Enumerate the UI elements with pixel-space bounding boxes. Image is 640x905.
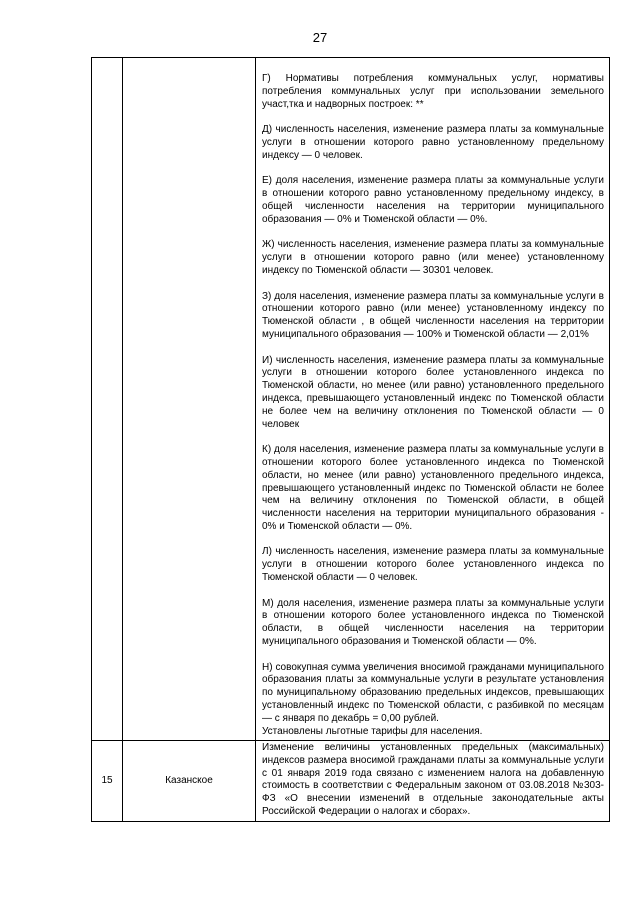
table-row: [92, 58, 610, 741]
paragraph-g: Г) Нормативы потребления коммунальных услуг, нормативы потребления коммунальных услуг при использовании земельного участ,тка и надворных построек: **: [262, 73, 604, 110]
page-number: 27: [312, 30, 328, 45]
paragraph-n: Н) совокупная сумма увеличения вносимой гражданами муниципального образования платы за коммунальные услуги в результате установления по муниципальному образованию предельных индексов, превышающих установленный индекс по Тюменской области, с разбивкой по месяцам — с января по декабрь = 0,00 рублей.: [262, 661, 604, 724]
paragraph-m: М) доля населения, изменение размера платы за коммунальные услуги в отношении которого более установленного индекса по Тюменской области, в общей численности населения на территории муниципального образования и Тюменской области — 0%.: [262, 597, 604, 648]
description-cell: [256, 58, 610, 741]
closing-line: Установлены льготные тарифы для населения.: [262, 725, 483, 737]
row-number-cell: 15: [92, 741, 123, 822]
table-row: [92, 741, 610, 822]
paragraph-z: З) доля населения, изменение размера платы за коммунальные услуги в отношении которого равно (или менее) установленному индексу по Тюменской области , в общей численности населения на территории муниципального образования — 100% и Тюменской области — 2,01%: [262, 290, 604, 340]
paragraph-text: Изменение величины установленных предельных (максимальных) индексов размера вносимой гражданами платы за коммунальные услуги с 01 января 2019 года связано с изменением налога на добавленную стоимость в соответствии с Федеральным законом от 03.08.2018 №303-ФЗ «О внесении изменений в отдельные законодательные акты Российской Федерации о налогах и сборах».: [262, 742, 604, 817]
municipality-cell: Казанское: [123, 741, 256, 822]
description-cell: [256, 741, 610, 822]
row-number-cell: [92, 58, 123, 741]
paragraph-l: Л) численность населения, изменение размера платы за коммунальные услуги в отношении которого более установленного индекса по Тюменской области — 0 человек.: [262, 546, 604, 584]
paragraph-k: К) доля населения, изменение размера платы за коммунальные услуги в отношении которого более установленного индекса по Тюменской области, но менее (или равно) установленного предельного индекса, превышающего установленный индекс по Тюменской области не более чем на величину отклонения по Тюменской области, в общей численности населения на территории муниципального образования - 0% и Тюменской области — 0%.: [262, 444, 604, 532]
paragraph-i: И) численность населения, изменение размера платы за коммунальные услуги в отношении которого более установленного индекса по Тюменской области, но менее (или равно) установленного предельного индекса, превышающего установленный индекс по Тюменской области не более чем на величину отклонения по Тюменской области — 0 человек: [262, 354, 604, 430]
document-table: [91, 57, 610, 822]
paragraph-d: Д) численность населения, изменение размера платы за коммунальные услуги в отношении которого равно установленному предельному индексу — 0 человек.: [262, 124, 604, 161]
paragraph-e: Е) доля населения, изменение размера платы за коммунальные услуги в отношении которого равно установленному предельному индексу, в общей численности населения на территории муниципального образования — 0% и Тюменской области — 0%.: [262, 175, 604, 225]
paragraph-zh: Ж) численность населения, изменение размера платы за коммунальные услуги в отношении которого равно (или менее) установленному индексу по Тюменской области — 30301 человек.: [262, 239, 604, 276]
municipality-cell: [123, 58, 256, 741]
